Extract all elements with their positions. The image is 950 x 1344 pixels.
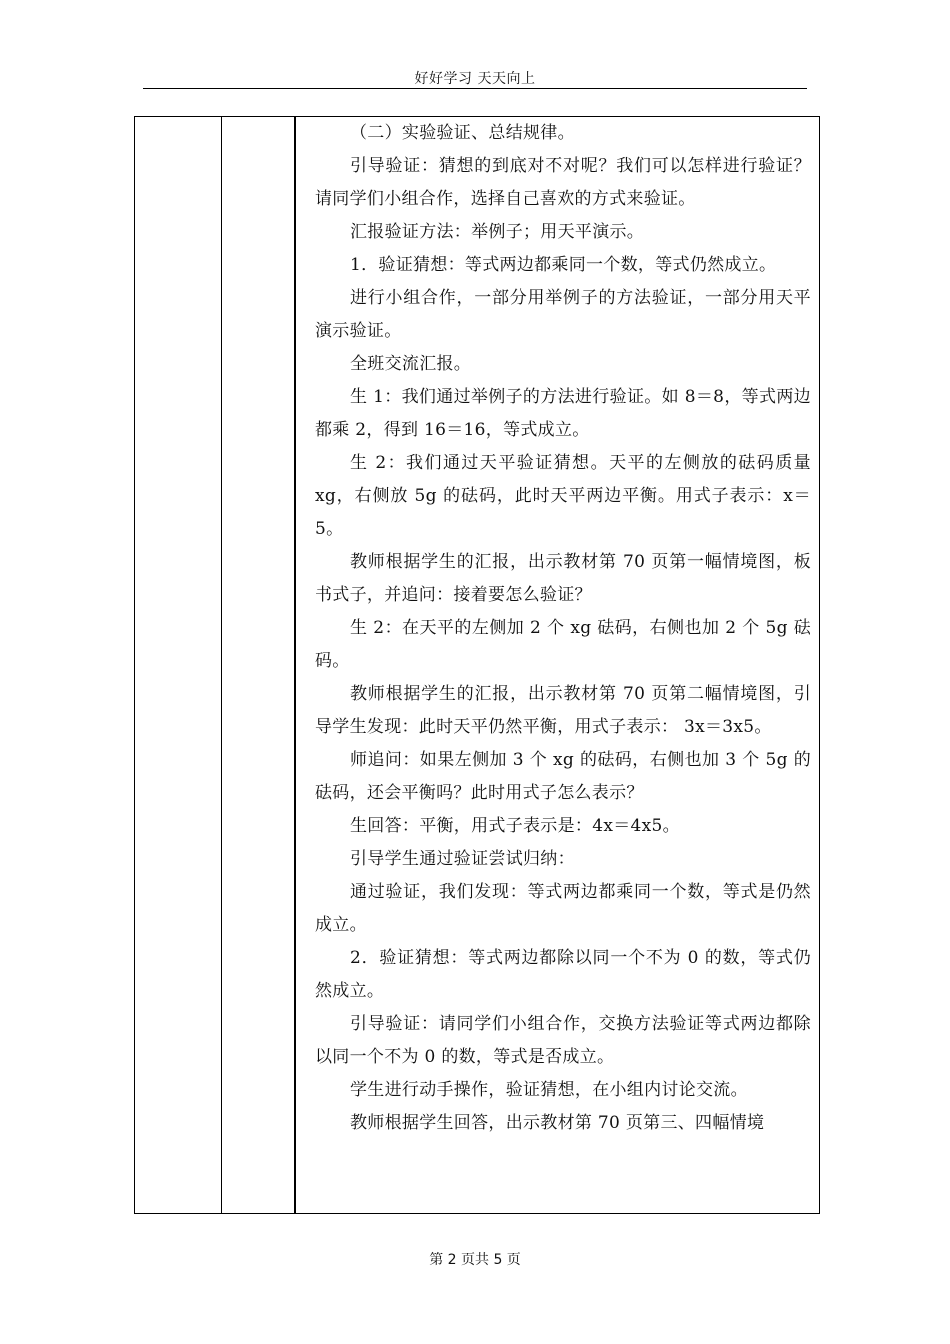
table-column-divider-1 xyxy=(221,117,222,1213)
lesson-paragraph: 生 2：我们通过天平验证猜想。天平的左侧放的砝码质量 xg，右侧放 5g 的砝码，此时天平两边平衡。用式子表示：x＝5。 xyxy=(315,453,811,539)
lesson-paragraph: 1．验证猜想：等式两边都乘同一个数，等式仍然成立。 xyxy=(350,255,777,275)
table-column-divider-2b xyxy=(295,117,296,1213)
lesson-paragraph: 师追问：如果左侧加 3 个 xg 的砝码，右侧也加 3 个 5g 的砝码，还会平衡吗？此时用式子怎么表示？ xyxy=(315,750,811,803)
lesson-paragraph: 引导验证：猜想的到底对不对呢？我们可以怎样进行验证？请同学们小组合作，选择自己喜欢的方式来验证。 xyxy=(315,156,811,209)
lesson-paragraph: 全班交流汇报。 xyxy=(350,354,472,374)
lesson-paragraph: 生 2：在天平的左侧加 2 个 xg 砝码，右侧也加 2 个 5g 砝码。 xyxy=(315,618,811,671)
lesson-paragraph: 通过验证，我们发现：等式两边都乘同一个数，等式是仍然成立。 xyxy=(315,882,811,935)
lesson-paragraph: 教师根据学生的汇报，出示教材第 70 页第一幅情境图，板书式子，并追问：接着要怎么验证？ xyxy=(315,552,811,605)
page-header: 好好学习 天天向上 xyxy=(414,71,536,87)
lesson-paragraph: 生 1：我们通过举例子的方法进行验证。如 8＝8，等式两边都乘 2，得到 16＝16，等式成立。 xyxy=(315,387,811,440)
lesson-paragraph: 教师根据学生回答，出示教材第 70 页第三、四幅情境 xyxy=(350,1113,765,1133)
lesson-table xyxy=(134,116,820,1214)
lesson-paragraph: 2．验证猜想：等式两边都除以同一个不为 0 的数，等式仍然成立。 xyxy=(315,948,811,1001)
lesson-paragraph: 汇报验证方法：举例子；用天平演示。 xyxy=(350,222,645,242)
lesson-paragraph: （二）实验验证、总结规律。 xyxy=(350,123,575,143)
header-divider xyxy=(143,88,807,89)
lesson-paragraph: 引导学生通过验证尝试归纳： xyxy=(350,849,575,869)
lesson-paragraph: 生回答：平衡，用式子表示是：4x＝4x5。 xyxy=(350,816,680,836)
lesson-paragraph: 进行小组合作，一部分用举例子的方法验证，一部分用天平演示验证。 xyxy=(315,288,811,341)
lesson-paragraph: 学生进行动手操作，验证猜想，在小组内讨论交流。 xyxy=(350,1080,748,1100)
lesson-paragraph: 引导验证：请同学们小组合作，交换方法验证等式两边都除以同一个不为 0 的数，等式是否成立。 xyxy=(315,1014,811,1067)
lesson-content-cell xyxy=(306,117,819,1213)
page-footer: 第 2 页共 5 页 xyxy=(429,1252,521,1268)
lesson-paragraph: 教师根据学生的汇报，出示教材第 70 页第二幅情境图，引导学生发现：此时天平仍然平衡，用式子表示： 3x＝3x5。 xyxy=(315,684,811,737)
